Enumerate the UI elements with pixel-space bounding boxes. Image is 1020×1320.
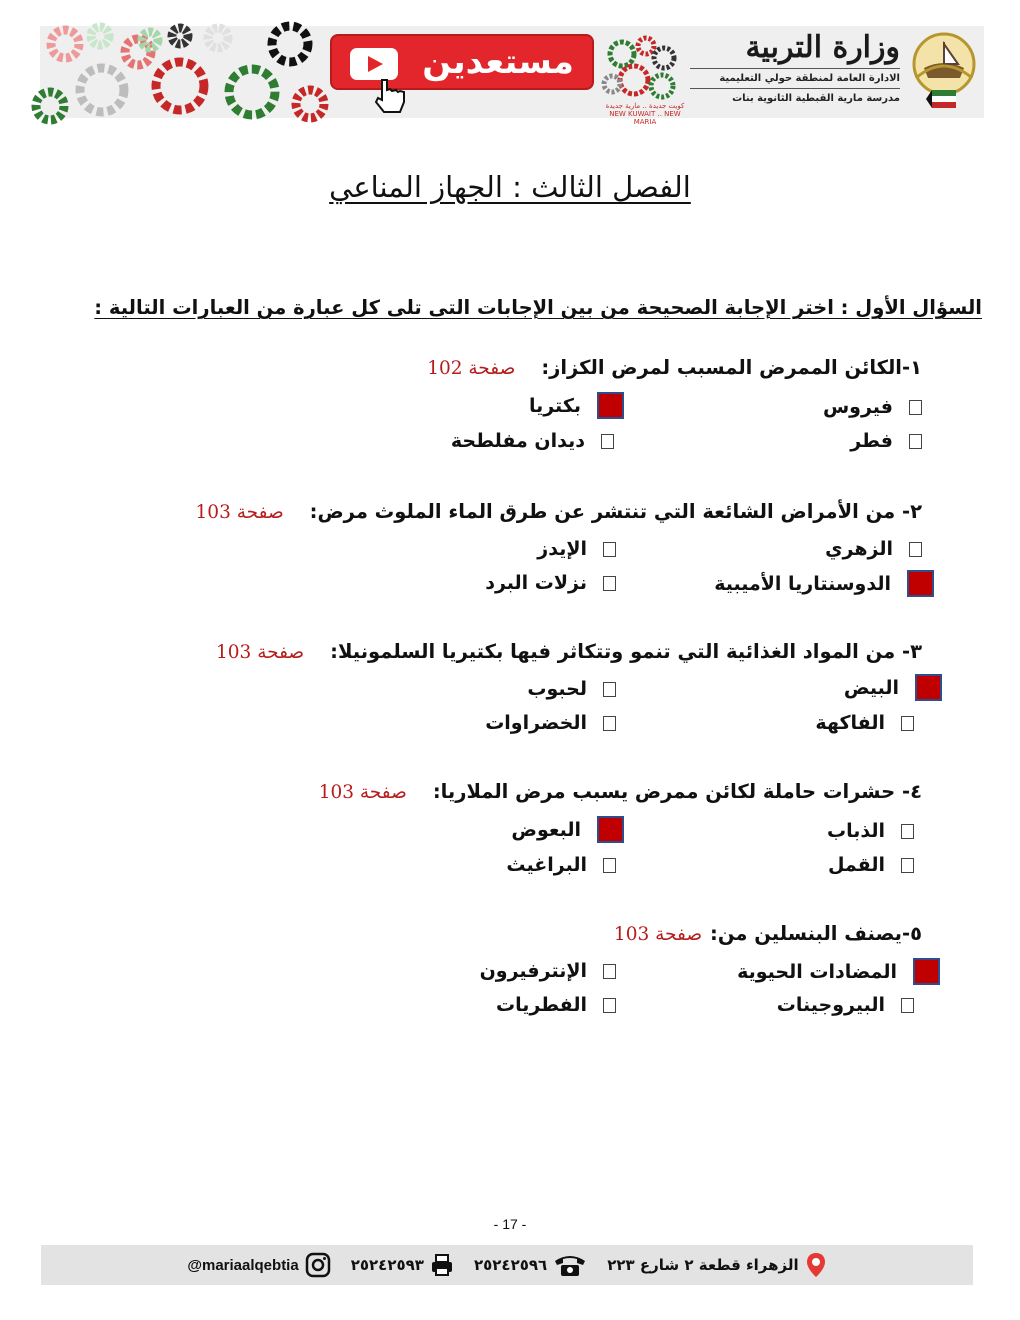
page-reference: صفحة 103 [216, 642, 305, 663]
option-1-d[interactable]: ديدان مفلطحة [451, 430, 614, 452]
checkbox[interactable] [603, 682, 616, 697]
ministry-title: وزارة التربية [745, 30, 900, 65]
option-1-b[interactable]: بكتريا [529, 392, 624, 419]
question-2 [195, 500, 922, 600]
checkbox-checked[interactable] [597, 392, 624, 419]
checkbox[interactable] [603, 716, 616, 731]
footer-fax: ٢٥٢٤٢٥٩٣ [351, 1253, 454, 1277]
instagram-icon [305, 1252, 331, 1278]
youtube-label: مستعدين [422, 42, 574, 82]
gears-decoration-icon [40, 26, 320, 118]
option-2-c[interactable]: الدوسنتاريا الأميبية [714, 570, 934, 597]
checkbox[interactable] [603, 542, 616, 557]
question-stem: ٥-يصنف البنسلين من:صفحة 103 [613, 922, 922, 945]
question-4 [202, 780, 922, 880]
option-3-a[interactable]: البيض [844, 674, 942, 701]
fax-icon [430, 1253, 454, 1277]
footer-phone: ٢٥٢٤٢٥٩٦ [474, 1253, 587, 1277]
ministry-block [690, 28, 900, 108]
option-3-d[interactable]: الخضراوات [485, 712, 616, 734]
page-reference: صفحة 102 [427, 358, 516, 379]
location-pin-icon [805, 1252, 827, 1278]
ministry-line-2: مدرسة مارية القبطية الثانوية بنات [690, 88, 900, 108]
page-reference: صفحة 103 [613, 924, 703, 945]
checkbox-checked[interactable] [915, 674, 942, 701]
question-stem: ١-الكائن الممرض المسبب لمرض الكزاز:صفحة 102 [427, 356, 922, 379]
ministry-line-1: الادارة العامة لمنطقة حولي التعليمية [690, 68, 900, 88]
footer-address: الزهراء قطعة ٢ شارع ٢٢٣ [607, 1252, 826, 1278]
youtube-badge[interactable] [330, 34, 594, 90]
question-stem: ٢- من الأمراض الشائعة التي تنتشر عن طرق الماء الملوث مرض:صفحة 103 [195, 500, 922, 523]
option-2-b[interactable]: الإيدز [537, 538, 616, 560]
school-caption: كويت جديدة .. مارية جديدة NEW KUWAIT .. NEW MARIA [605, 102, 685, 126]
checkbox[interactable] [909, 434, 922, 449]
hand-cursor-icon [372, 76, 416, 116]
footer-bar [41, 1245, 973, 1285]
footer-instagram[interactable]: @mariaalqebtia [187, 1252, 330, 1278]
checkbox[interactable] [603, 998, 616, 1013]
option-1-a[interactable]: فيروس [823, 396, 922, 418]
checkbox[interactable] [909, 400, 922, 415]
page-reference: صفحة 103 [318, 782, 407, 803]
option-4-b[interactable]: البعوض [511, 816, 624, 843]
option-2-d[interactable]: نزلات البرد [485, 572, 616, 594]
checkbox-checked[interactable] [597, 816, 624, 843]
option-5-a[interactable]: المضادات الحيوية [737, 958, 940, 985]
checkbox[interactable] [901, 858, 914, 873]
kuwait-emblem-icon [910, 28, 978, 116]
chapter-title: الفصل الثالث : الجهاز المناعي [329, 170, 691, 204]
option-4-d[interactable]: البراغيث [506, 854, 616, 876]
checkbox-checked[interactable] [907, 570, 934, 597]
question-title: السؤال الأول : اختر الإجابة الصحيحة من بين الإجابات التى تلى كل عبارة من العبارات التالية : [94, 296, 982, 319]
question-1 [202, 356, 922, 456]
option-5-c[interactable]: البيروجينات [777, 994, 914, 1016]
option-3-c[interactable]: الفاكهة [815, 712, 914, 734]
question-5 [202, 922, 922, 1022]
question-3 [202, 640, 922, 740]
page-reference: صفحة 103 [195, 502, 284, 523]
checkbox[interactable] [603, 858, 616, 873]
checkbox-checked[interactable] [913, 958, 940, 985]
checkbox[interactable] [901, 998, 914, 1013]
checkbox[interactable] [603, 576, 616, 591]
page-number: - 17 - [493, 1216, 527, 1232]
checkbox[interactable] [909, 542, 922, 557]
telephone-icon [553, 1253, 587, 1277]
option-3-b[interactable]: لحبوب [527, 678, 616, 700]
checkbox[interactable] [601, 434, 614, 449]
checkbox[interactable] [901, 716, 914, 731]
option-1-c[interactable]: فطر [850, 430, 922, 452]
option-4-c[interactable]: القمل [828, 854, 914, 876]
option-2-a[interactable]: الزهري [825, 538, 922, 560]
option-4-a[interactable]: الذباب [827, 820, 914, 842]
option-5-d[interactable]: الفطريات [496, 994, 616, 1016]
header-banner [40, 26, 984, 126]
question-stem: ٤- حشرات حاملة لكائن ممرض يسبب مرض الملاريا:صفحة 103 [318, 780, 922, 803]
checkbox[interactable] [901, 824, 914, 839]
question-stem: ٣- من المواد الغذائية التي تنمو وتتكاثر فيها بكتيريا السلمونيلا:صفحة 103 [216, 640, 922, 663]
option-5-b[interactable]: الإنترفيرون [480, 960, 616, 982]
checkbox[interactable] [603, 964, 616, 979]
